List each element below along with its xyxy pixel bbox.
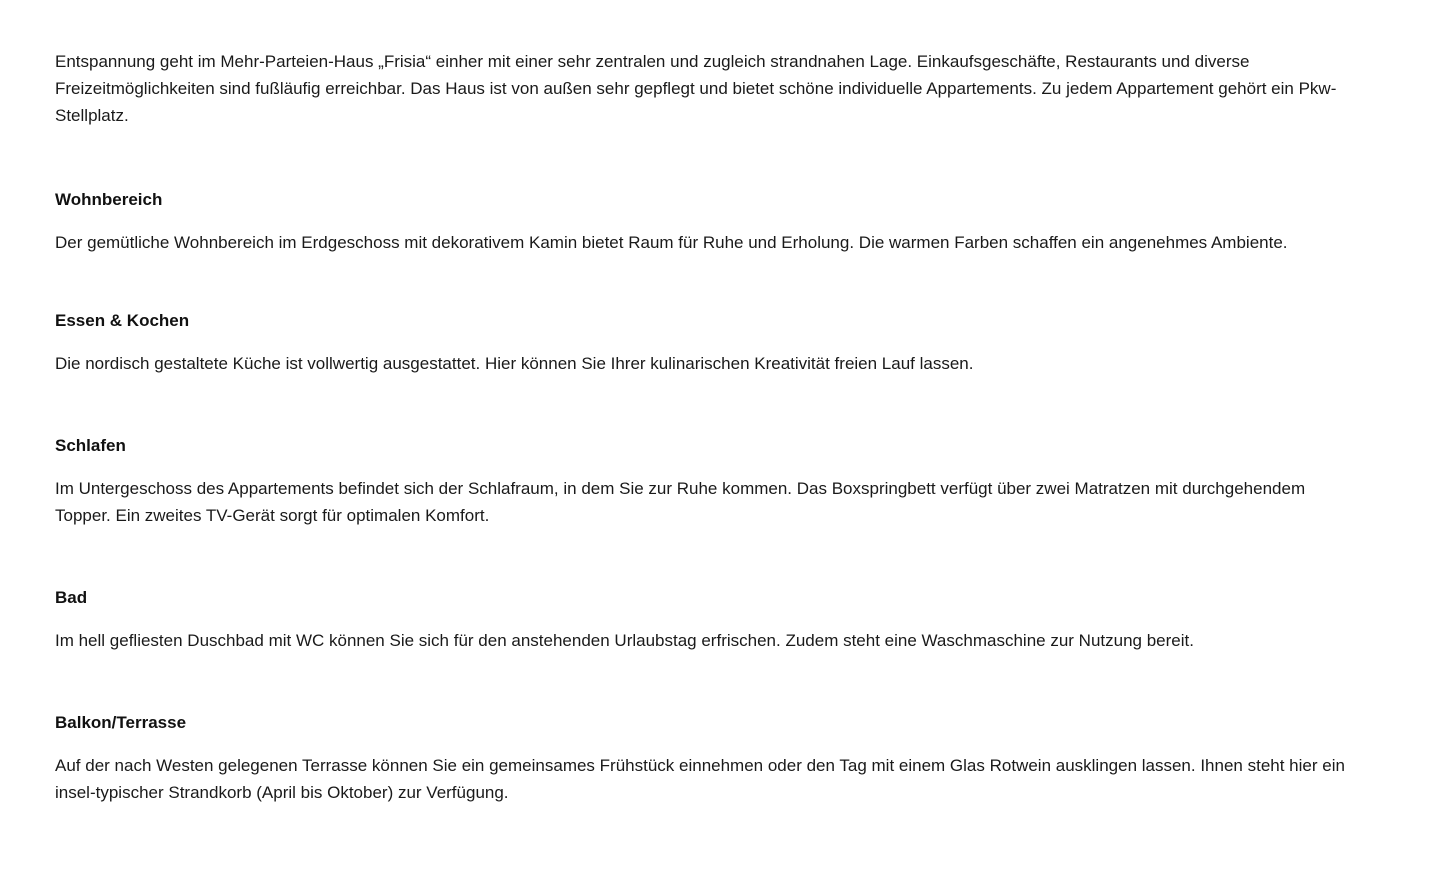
section-wohnbereich bbox=[55, 189, 1365, 256]
intro-paragraph: Entspannung geht im Mehr-Parteien-Haus „Frisia“ einher mit einer sehr zentralen und zugleich strandnahen Lage. Einkaufsgeschäfte, Restaurants und diverse Freizeitmöglichkeiten sind fußläufig erreichbar. Das Haus ist von außen sehr gepflegt und bietet schöne individuelle Appartements. Zu jedem Appartement gehört ein Pkw-Stellplatz. bbox=[55, 52, 1337, 125]
section-schlafen bbox=[55, 435, 1365, 529]
section-heading: Schlafen bbox=[55, 436, 126, 455]
section-text: Im hell gefliesten Duschbad mit WC können Sie sich für den anstehenden Urlaubstag erfrischen. Zudem steht eine Waschmaschine zur Nutzung bereit. bbox=[55, 631, 1194, 650]
section-text: Auf der nach Westen gelegenen Terrasse können Sie ein gemeinsames Frühstück einnehmen oder den Tag mit einem Glas Rotwein ausklingen lassen. Ihnen steht hier ein insel-typischer Strandkorb (April bis Oktober) zur Verfügung. bbox=[55, 756, 1345, 802]
section-essen-kochen bbox=[55, 310, 1365, 377]
section-heading: Bad bbox=[55, 588, 88, 607]
section-heading: Balkon/Terrasse bbox=[55, 713, 187, 732]
section-text: Der gemütliche Wohnbereich im Erdgeschoss mit dekorativem Kamin bietet Raum für Ruhe und Erholung. Die warmen Farben schaffen ein angenehmes Ambiente. bbox=[55, 233, 1288, 252]
section-bad bbox=[55, 587, 1365, 654]
section-heading: Essen & Kochen bbox=[55, 311, 190, 330]
section-heading: Wohnbereich bbox=[55, 190, 163, 209]
document-body bbox=[55, 48, 1365, 806]
section-text: Die nordisch gestaltete Küche ist vollwertig ausgestattet. Hier können Sie Ihrer kulinarischen Kreativität freien Lauf lassen. bbox=[55, 354, 974, 373]
section-balkon-terrasse bbox=[55, 712, 1365, 806]
section-text: Im Untergeschoss des Appartements befindet sich der Schlafraum, in dem Sie zur Ruhe kommen. Das Boxspringbett verfügt über zwei Matratzen mit durchgehendem Topper. Ein zweites TV-Gerät sorgt für optimalen Komfort. bbox=[55, 479, 1306, 525]
